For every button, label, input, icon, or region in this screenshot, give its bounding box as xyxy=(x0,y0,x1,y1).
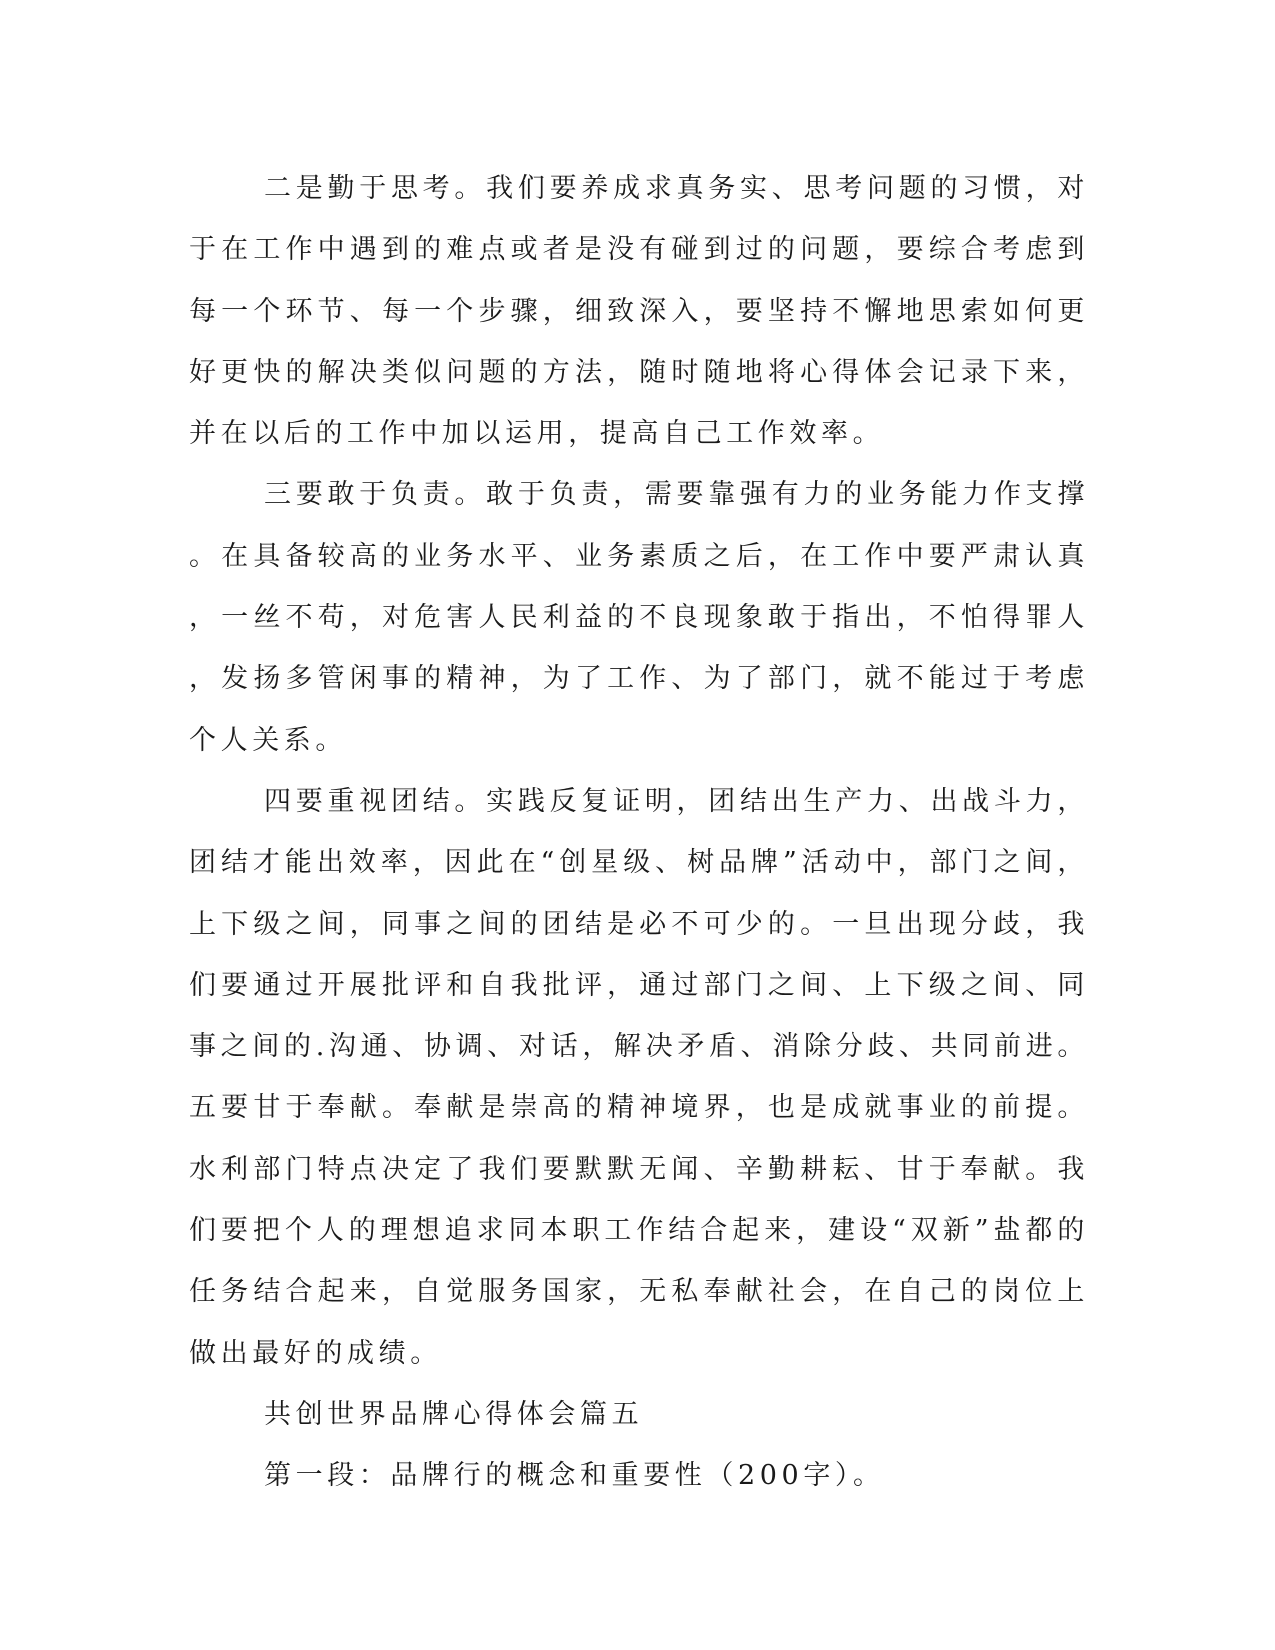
section-title: 共创世界品牌心得体会篇五 xyxy=(264,1398,644,1430)
paragraph-diligent-thinking: 二是勤于思考。我们要养成求真务实、思考问题的习惯，对于在工作中遇到的难点或者是没有碰到过的问题，要综合考虑到每一个环节、每一个步骤，细致深入，要坚持不懈地思索如何更好更快的解决类似问题的方法，随时随地将心得体会记录下来，并在以后的工作中加以运用，提高自己工作效率。 xyxy=(189,173,1089,450)
paragraph-value-unity: 四要重视团结。实践反复证明，团结出生产力、出战斗力，团结才能出效率，因此在“创星级、树品牌”活动中，部门之间，上下级之间，同事之间的团结是必不可少的。一旦出现分歧，我们要通过开展批评和自我批评，通过部门之间、上下级之间、同事之间的.沟通、协调、对话，解决矛盾、消除分歧、共同前进。五要甘于奉献。奉献是崇高的精神境界，也是成就事业的前提。水利部门特点决定了我们要默默无闻、辛勤耕耘、甘于奉献。我们要把个人的理想追求同本职工作结合起来，建设“双新”盐都的任务结合起来，自觉服务国家，无私奉献社会，在自己的岗位上做出最好的成绩。 xyxy=(189,785,1089,1369)
document-body xyxy=(189,158,1089,1507)
paragraph-first-segment: 第一段：品牌行的概念和重要性（200字）。 xyxy=(264,1460,885,1492)
paragraph-dare-responsibility: 三要敢于负责。敢于负责，需要靠强有力的业务能力作支撑。在具备较高的业务水平、业务素质之后，在工作中要严肃认真，一丝不苟，对危害人民利益的不良现象敢于指出，不怕得罪人，发扬多管闲事的精神，为了工作、为了部门，就不能过于考虑个人关系。 xyxy=(189,479,1089,756)
